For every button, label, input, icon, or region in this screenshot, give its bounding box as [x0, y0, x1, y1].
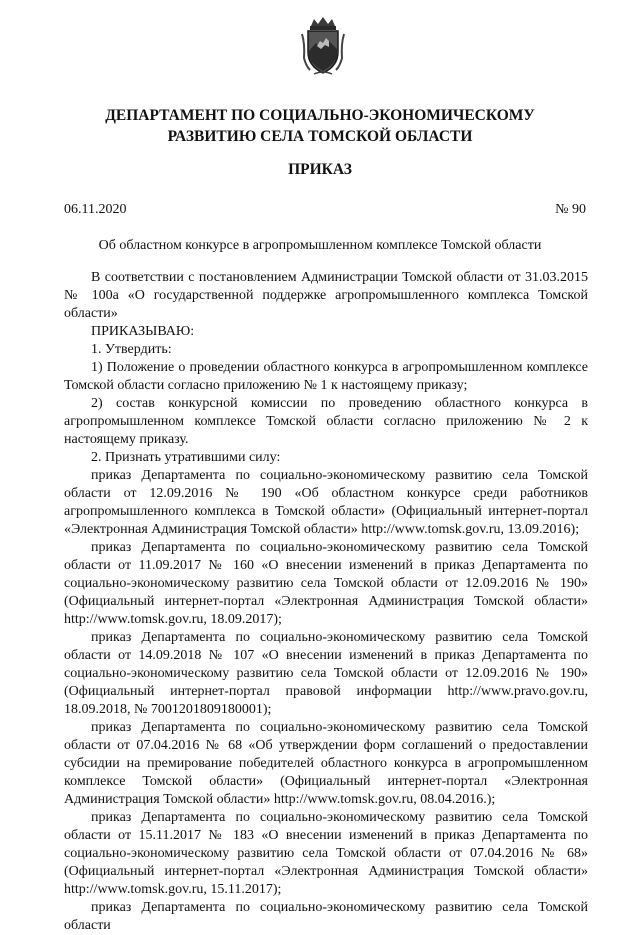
paragraph-order: ПРИКАЗЫВАЮ: — [91, 324, 195, 339]
paragraph-repealed-order: приказ Департамента по социально-экономическому развитию села Томской области от 15.11.2017 № 183 «О внесении изменений в приказ Департамента по социально-экономическому развитию села Томской области от 07.04.2016 № 68» (Официальный интернет-портал «Электронная Администрация Томской области» http://www.tomsk.gov.ru, 15.11.2017); — [64, 810, 588, 897]
paragraph-repealed-order: приказ Департамента по социально-экономическому развитию села Томской области от 11.09.2017 № 160 «О внесении изменений в приказ Департамента по социально-экономическому развитию села Томской области от 12.09.2016 № 190» (Официальный интернет-портал «Электронная Администрация Томской области» http://www.tomsk.gov.ru, 18.09.2017); — [64, 540, 588, 627]
document-type: ПРИКАЗ — [288, 161, 352, 178]
organization-name — [0, 105, 640, 147]
paragraph-repealed-order: приказ Департамента по социально-экономическому развитию села Томской области от 07.04.2016 № 68 «Об утверждении форм соглашений о предоставлении субсидии на премирование победителей областного конкурса в агропромышленном комплексе Томской области» (Официальный интернет-портал «Электронная Администрация Томской области» http://www.tomsk.gov.ru, 08.04.2016.); — [64, 720, 588, 807]
document-date: 06.11.2020 — [64, 202, 127, 217]
paragraph-item-2: 2. Признать утратившими силу: — [91, 450, 281, 465]
document-body — [64, 269, 588, 935]
coat-of-arms-icon — [300, 16, 346, 76]
org-name-line-2: РАЗВИТИЮ СЕЛА ТОМСКОЙ ОБЛАСТИ — [167, 128, 473, 145]
paragraph-repealed-order: приказ Департамента по социально-экономическому развитию села Томской области от 12.09.2016 № 190 «Об областном конкурсе среди работников агропромышленного комплекса в Томской области» (Официальный интернет-портал «Электронная Администрация Томской области» http://www.tomsk.gov.ru, 13.09.2016); — [64, 468, 588, 537]
paragraph-repealed-order: приказ Департамента по социально-экономическому развитию села Томской области — [64, 900, 588, 933]
document-subject: Об областном конкурсе в агропромышленном комплексе Томской области — [98, 238, 542, 253]
paragraph-item-1-2: 2) состав конкурсной комиссии по проведению областного конкурса в агропромышленном комплексе Томской области согласно приложению № 2 к настоящему приказу. — [64, 396, 588, 447]
paragraph-item-1: 1. Утвердить: — [91, 342, 172, 357]
paragraph-item-1-1: 1) Положение о проведении областного конкурса в агропромышленном комплексе Томской области согласно приложению № 1 к настоящему приказу; — [64, 360, 588, 393]
paragraph-repealed-order: приказ Департамента по социально-экономическому развитию села Томской области от 14.09.2018 № 107 «О внесении изменений в приказ Департамента по социально-экономическому развитию села Томской области от 12.09.2016 № 190» (Официальный интернет-портал правовой информации http://www.pravo.gov.ru, 18.09.2018, № 7001201809180001); — [64, 630, 588, 717]
org-name-line-1: ДЕПАРТАМЕНТ ПО СОЦИАЛЬНО-ЭКОНОМИЧЕСКОМУ — [105, 107, 535, 124]
paragraph-preamble: В соответствии с постановлением Администрации Томской области от 31.03.2015 № 100а «О государственной поддержке агропромышленного комплекса Томской области» — [64, 270, 588, 321]
document-number: № 90 — [555, 202, 586, 217]
